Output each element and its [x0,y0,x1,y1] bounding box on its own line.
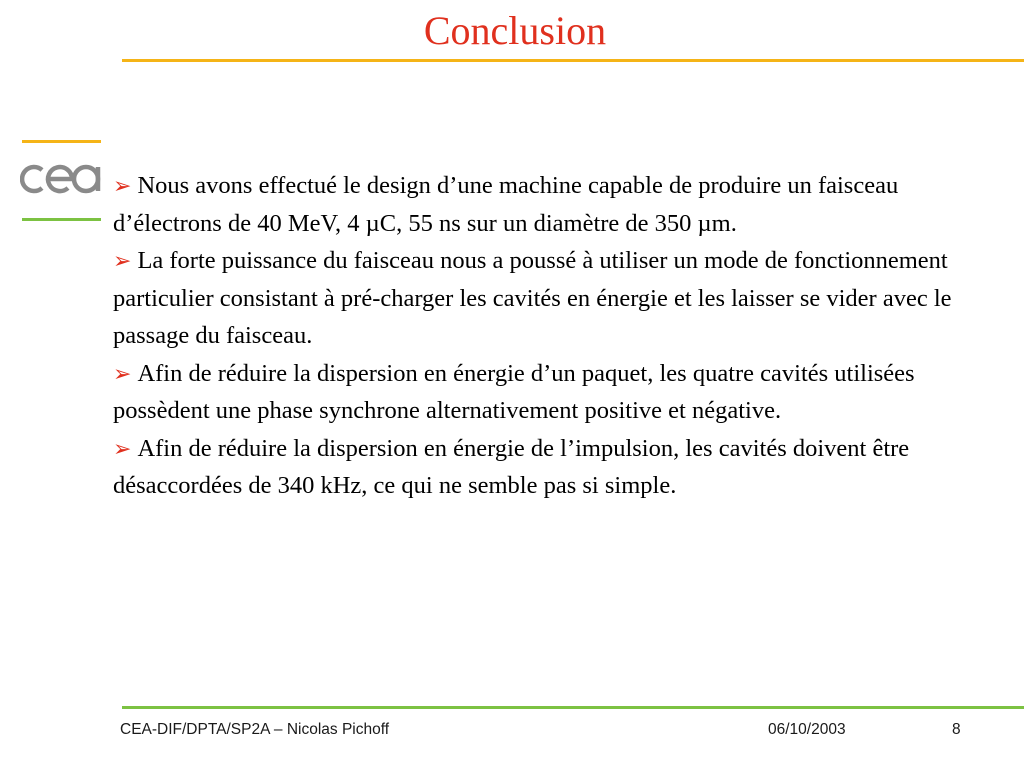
slide-title: Conclusion [423,8,607,53]
arrow-bullet-icon: ➢ [113,173,132,198]
bullet-item [113,167,963,242]
arrow-bullet-icon: ➢ [113,435,132,461]
cea-logo-icon [20,158,102,200]
bullet-item [113,242,963,355]
bullet-text: Nous avons effectué le design d’une machine capable de produire un faisceau d’électrons de 40 MeV, 4 µC, 55 ns sur un diamètre de 350 µm. [113,172,899,237]
arrow-bullet-icon: ➢ [113,360,132,386]
logo-bottom-bar [22,218,101,221]
bullet-item [113,355,963,430]
arrow-bullet-icon: ➢ [113,248,132,273]
footer-rule [122,706,1024,709]
bullet-item [113,430,963,505]
footer-author: CEA-DIF/DPTA/SP2A – Nicolas Pichoff [120,721,390,738]
bullet-text: Afin de réduire la dispersion en énergie de l’impulsion, les cavités doivent être désaccordées de 340 kHz, ce qui ne semble pas si simple. [113,434,910,499]
footer-date: 06/10/2003 [768,721,846,738]
title-underline [122,59,1024,62]
bullet-text: La forte puissance du faisceau nous a poussé à utiliser un mode de fonctionnement particulier consistant à pré-charger les cavités en énergie et les laisser se vider avec le passage du faisceau. [113,247,952,349]
bullet-list [113,167,963,505]
footer-page-number: 8 [952,721,961,738]
bullet-text: Afin de réduire la dispersion en énergie d’un paquet, les quatre cavités utilisées possèdent une phase synchrone alternativement positive et négative. [113,359,915,424]
logo-top-bar [22,140,101,143]
